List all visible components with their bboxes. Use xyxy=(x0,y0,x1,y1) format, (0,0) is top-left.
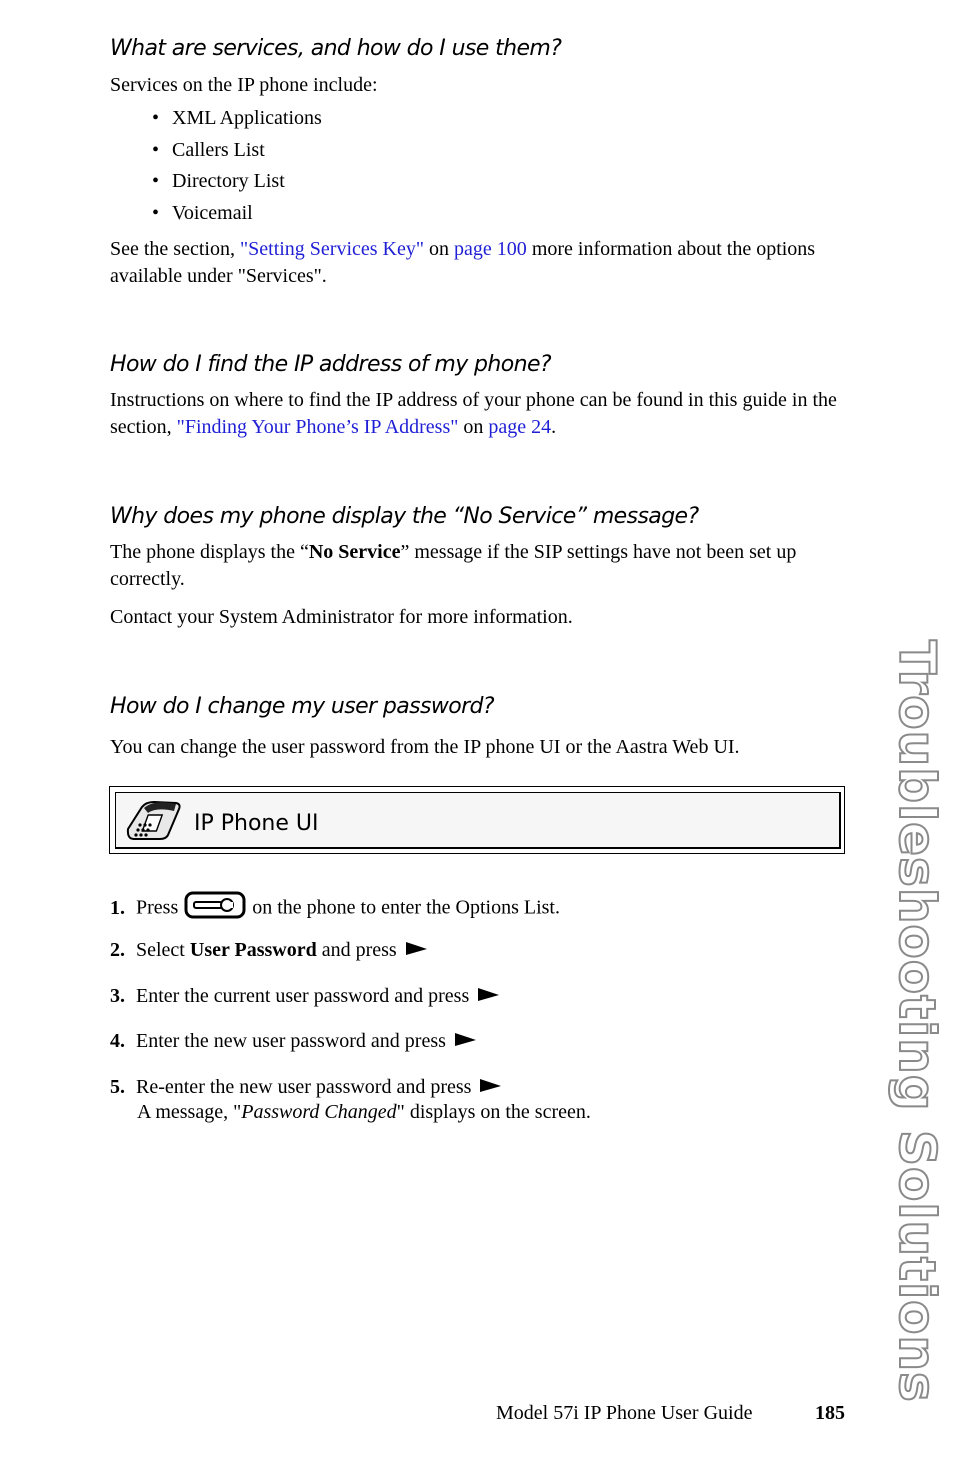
footer-guide-title: Model 57i IP Phone User Guide xyxy=(496,1402,753,1424)
list-item: • Directory List xyxy=(152,170,285,192)
ip-phone-ui-label: IP Phone UI xyxy=(194,811,319,836)
step-4: 4. Enter the new user password and press xyxy=(110,1027,479,1056)
change-password-intro: You can change the user password from the IP phone UI or the Aastra Web UI. xyxy=(110,736,740,758)
no-service-contact: Contact your System Administrator for more information. xyxy=(110,606,573,628)
right-arrow-icon xyxy=(451,1028,479,1056)
step-3: 3. Enter the current user password and press xyxy=(110,982,502,1011)
step-2: 2. Select User Password and press xyxy=(110,936,430,965)
link-finding-ip-address[interactable]: "Finding Your Phone’s IP Address" xyxy=(176,416,459,438)
right-arrow-icon xyxy=(402,937,430,965)
side-tab-title: Troubleshooting Solutions xyxy=(888,640,946,1403)
heading-no-service: Why does my phone display the “No Service” message? xyxy=(110,504,699,529)
list-item: • Voicemail xyxy=(152,201,253,224)
heading-ip-address: How do I find the IP address of my phone? xyxy=(110,352,551,377)
right-arrow-icon xyxy=(474,983,502,1011)
options-key-icon xyxy=(184,891,246,927)
ip-address-text: Instructions on where to find the IP address of your phone can be found in this guide in the section, "Finding Your Phone’s IP Address" on page 24. xyxy=(110,389,837,438)
heading-change-password: How do I change my user password? xyxy=(110,694,494,719)
right-arrow-icon xyxy=(476,1074,504,1102)
link-page-100[interactable]: page 100 xyxy=(454,238,527,260)
link-setting-services-key[interactable]: "Setting Services Key" xyxy=(239,238,425,260)
services-list xyxy=(152,103,322,229)
page-number: 185 xyxy=(815,1402,845,1424)
list-item: • Callers List xyxy=(152,138,265,161)
step-5-result: A message, "Password Changed" displays on the screen. xyxy=(137,1101,591,1123)
step-1: 1. Press on the phone to enter the Options List. xyxy=(110,891,560,927)
phone-handset-icon xyxy=(124,799,184,848)
services-see-section: See the section, "Setting Services Key" on page 100 more information about the options available under "Services". xyxy=(110,238,816,287)
step-5: 5. Re-enter the new user password and press xyxy=(110,1073,504,1102)
no-service-text: The phone displays the “No Service” message if the SIP settings have not been set up correctly. xyxy=(110,541,797,590)
services-intro: Services on the IP phone include: xyxy=(110,74,378,96)
heading-services: What are services, and how do I use them? xyxy=(110,36,562,61)
link-page-24[interactable]: page 24 xyxy=(488,416,552,438)
list-item: • XML Applications xyxy=(152,107,322,129)
ip-phone-ui-box xyxy=(109,786,845,854)
